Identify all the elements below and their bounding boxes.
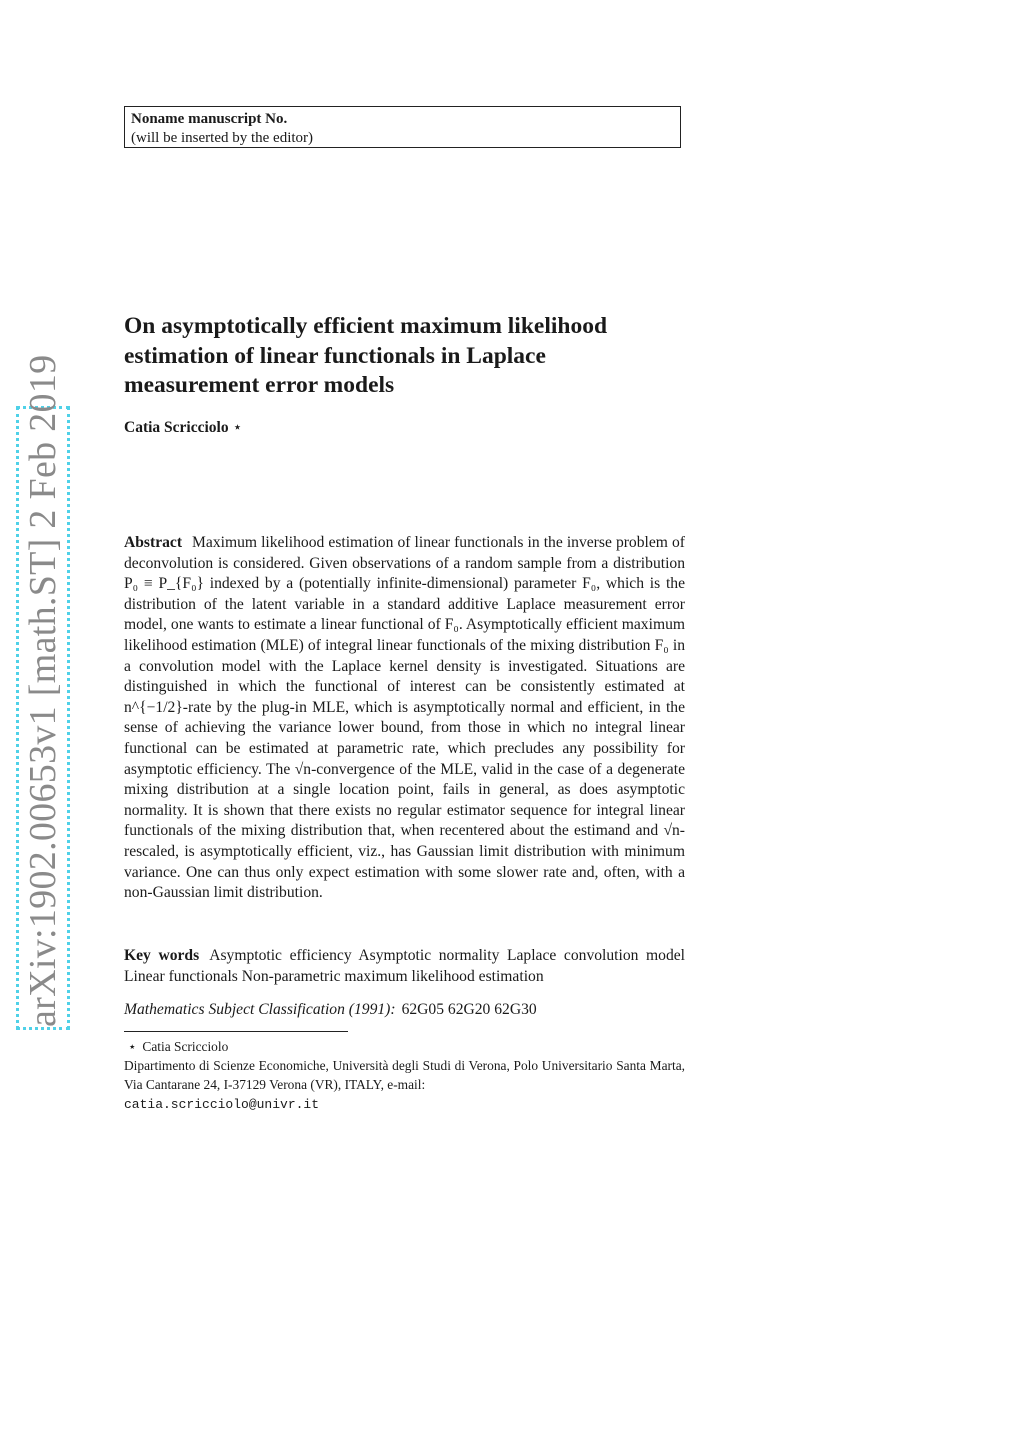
footnote-mark: ⋆ [128, 1039, 137, 1054]
title-line-2: estimation of linear functionals in Laplace [124, 342, 546, 369]
footnote-name: Catia Scricciolo [142, 1039, 229, 1054]
msc-label: Mathematics Subject Classification (1991): [124, 1001, 396, 1018]
title-line-1: On asymptotically efficient maximum likelihood [124, 313, 608, 339]
manuscript-number: Noname manuscript No. [131, 111, 288, 127]
editor-note: (will be inserted by the editor) [131, 130, 314, 146]
title-line-3: measurement error models [124, 372, 395, 398]
subject-classification [124, 1001, 537, 1019]
paper-title [124, 312, 684, 401]
abstract-label: Abstract [124, 534, 183, 551]
abstract-text: Maximum likelihood estimation of linear functionals in the inverse problem of deconvolution is considered. Given observations of a random sample from a distribution P₀ ≡ P_{F₀} indexed by a (potentially infinite-dimensional) parameter F₀, which is the distribution of the latent variable in a standard additive Laplace measurement error model, one wants to estimate a linear functional of F₀. Asymptotically efficient maximum likelihood estimation (MLE) of integral linear functionals of the mixing distribution F₀ in a convolution model with the Laplace kernel density is investigated. Situations are distinguished in which the functional of interest can be consistently estimated at n^{−1/2}-rate by the plug-in MLE, which is asymptotically normal and efficient, in the sense of achieving the variance lower bound, from those in which no integral linear functional can be estimated at parametric rate, which precludes any possibility for asymptotic efficiency. The √n-convergence of the MLE, valid in the case of a degenerate mixing distribution at a single location point, fails in general, as does asymptotic normality. It is shown that there exists no regular estimator sequence for integral linear functionals of the mixing distribution that, when recentered about the estimand and √n-rescaled, is asymptotically efficient, viz., has Gaussian limit distribution with minimum variance. One can thus only expect estimation with some slower rate and, often, with a non-Gaussian limit distribution. [124, 534, 685, 902]
msc-codes: 62G05 62G20 62G30 [401, 1001, 537, 1018]
author-line [124, 418, 242, 437]
editor-header-box [124, 106, 681, 148]
keywords [124, 946, 685, 987]
footnote-affiliation: Dipartimento di Scienze Economiche, Università degli Studi di Verona, Polo Universitario Santa Marta, Via Cantarane 24, I-37129 Verona (VR), ITALY, e-mail: [124, 1058, 685, 1092]
keywords-label: Key words [124, 947, 200, 964]
author-name: Catia Scricciolo [124, 419, 229, 436]
keywords-text: Asymptotic efficiency Asymptotic normality Laplace convolution model Linear functionals Non-parametric maximum likelihood estimation [124, 947, 686, 985]
footnote-rule [124, 1031, 348, 1032]
arxiv-stamp: arXiv:1902.00653v1 [math.ST] 2 Feb 2019 [16, 406, 70, 1030]
footnote [124, 1037, 685, 1114]
abstract [124, 533, 685, 904]
author-email[interactable]: catia.scricciolo@univr.it [124, 1097, 320, 1112]
author-footnote-mark: ⋆ [232, 419, 243, 436]
